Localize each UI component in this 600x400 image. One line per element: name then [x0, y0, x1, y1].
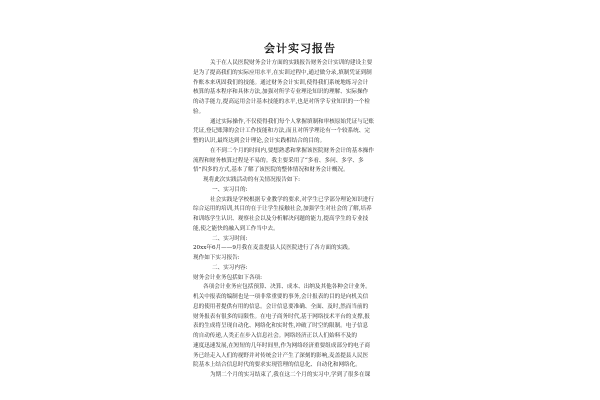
body-line: 和训练学生认识、观察社会以及分析解决问题的能力,提高学生的专业技	[193, 216, 369, 222]
body-line: 二、实习内容:	[212, 264, 248, 271]
body-line: 财务会计业务包括如下各项:	[193, 274, 263, 281]
body-line: 悟”四多的方式,基本了解了该医院的整体情况和财务会计概况。	[193, 167, 349, 174]
body-line: 的自动传递,人类正在步入信息社会。网络经济正以人们始料不及的	[193, 333, 357, 339]
body-line: 速度迅速发展,在短短的几年时间里,作为网络经济重要组成部分的电子商	[193, 342, 370, 349]
body-line: 务已经走入人们的视野并对传统会计产生了深刻的影响,麦盖提县人民医	[193, 352, 369, 359]
body-line: 息的使用者提供有用的信息。会计信息要准确、全面、及时,然而当前的	[193, 303, 369, 310]
body-line: 凭证,登记账簿的会计工作技能和方法,而且对所学理论有一个较系统、完	[193, 128, 370, 135]
body-line: 各项会计业务应包括预算、决算、成本、出纳及其他各种会计业务。	[203, 284, 371, 291]
body-line: 社会实践是学校根据专业教学的要求,对学生已学部分理论知识进行	[210, 196, 374, 203]
body-line: 20xx年6月——9月我在麦盖提县人民医院进行了各方面的实践。	[193, 245, 354, 252]
body-line: 现作如下实习报告:	[193, 255, 240, 261]
body-line: 现将此次实践活动的有关情况报告如下:	[203, 177, 300, 183]
body-line: 一、实习目的:	[212, 186, 248, 193]
body-line: 整的认识,最终达到会计理论,会计实践相结合的目的。	[193, 138, 326, 144]
body-line: 二、实习时间:	[212, 235, 248, 242]
body-line: 作账本来巩固我们的技能。通过财务会计实训,使得我们系统地练习会计	[193, 79, 369, 86]
body-line: 关于在人民医院财务会计方面的实践报告财务会计实训的建设主要	[210, 60, 373, 66]
body-line: 是为了提高我们的实际应用水平,在实训过程中,通过做分录,填制凭证到制	[193, 69, 372, 76]
body-line: 为期二个月的实习结束了,我在这二个月的实习中,学到了很多在课	[210, 372, 371, 378]
report-title: 会计实习报告	[264, 42, 336, 55]
body-line: 机关中报表的编制也是一项非常重要的事务,会计报表的目的是向机关信	[193, 294, 369, 300]
body-line: 通过实际操作,不仅使得我们每个人掌握填制和审核原始凭证与记账	[210, 118, 374, 125]
body-line: 财务报表有很多的局限性。在电子商务时代,基于网络技术平台的支撑,报	[193, 313, 370, 320]
body-line: 的动手能力,提高运用会计基本技能的水平,也是对所学专业知识的一个检	[193, 99, 370, 105]
body-line: 能,使之能快的融入到工作当中去。	[193, 225, 279, 232]
body-line: 核算的基本程序和具体方法,加强对所学专业理论知识的理解、实际操作	[193, 89, 369, 96]
body-line: 流程和财务核算过程是不易的。我主要采用了“多看、多问、多学、多	[193, 157, 364, 164]
body-line: 表的生成将呈现自动化、网络化和实时性,冲破了时空的限制。电子信息	[193, 323, 369, 330]
body-line: 综合运用的培训,其目的在于让学生接触社会,加强学生对社会的了解,培养	[193, 206, 372, 213]
body-line: 验。	[193, 108, 205, 115]
body-line: 院基本上结合信息时代的要求实现管理的信息化、自动化和网络化。	[193, 362, 361, 369]
body-line: 在不到二个月的时间内,要想熟悉和掌握该医院财务会计的基本操作	[210, 147, 374, 154]
